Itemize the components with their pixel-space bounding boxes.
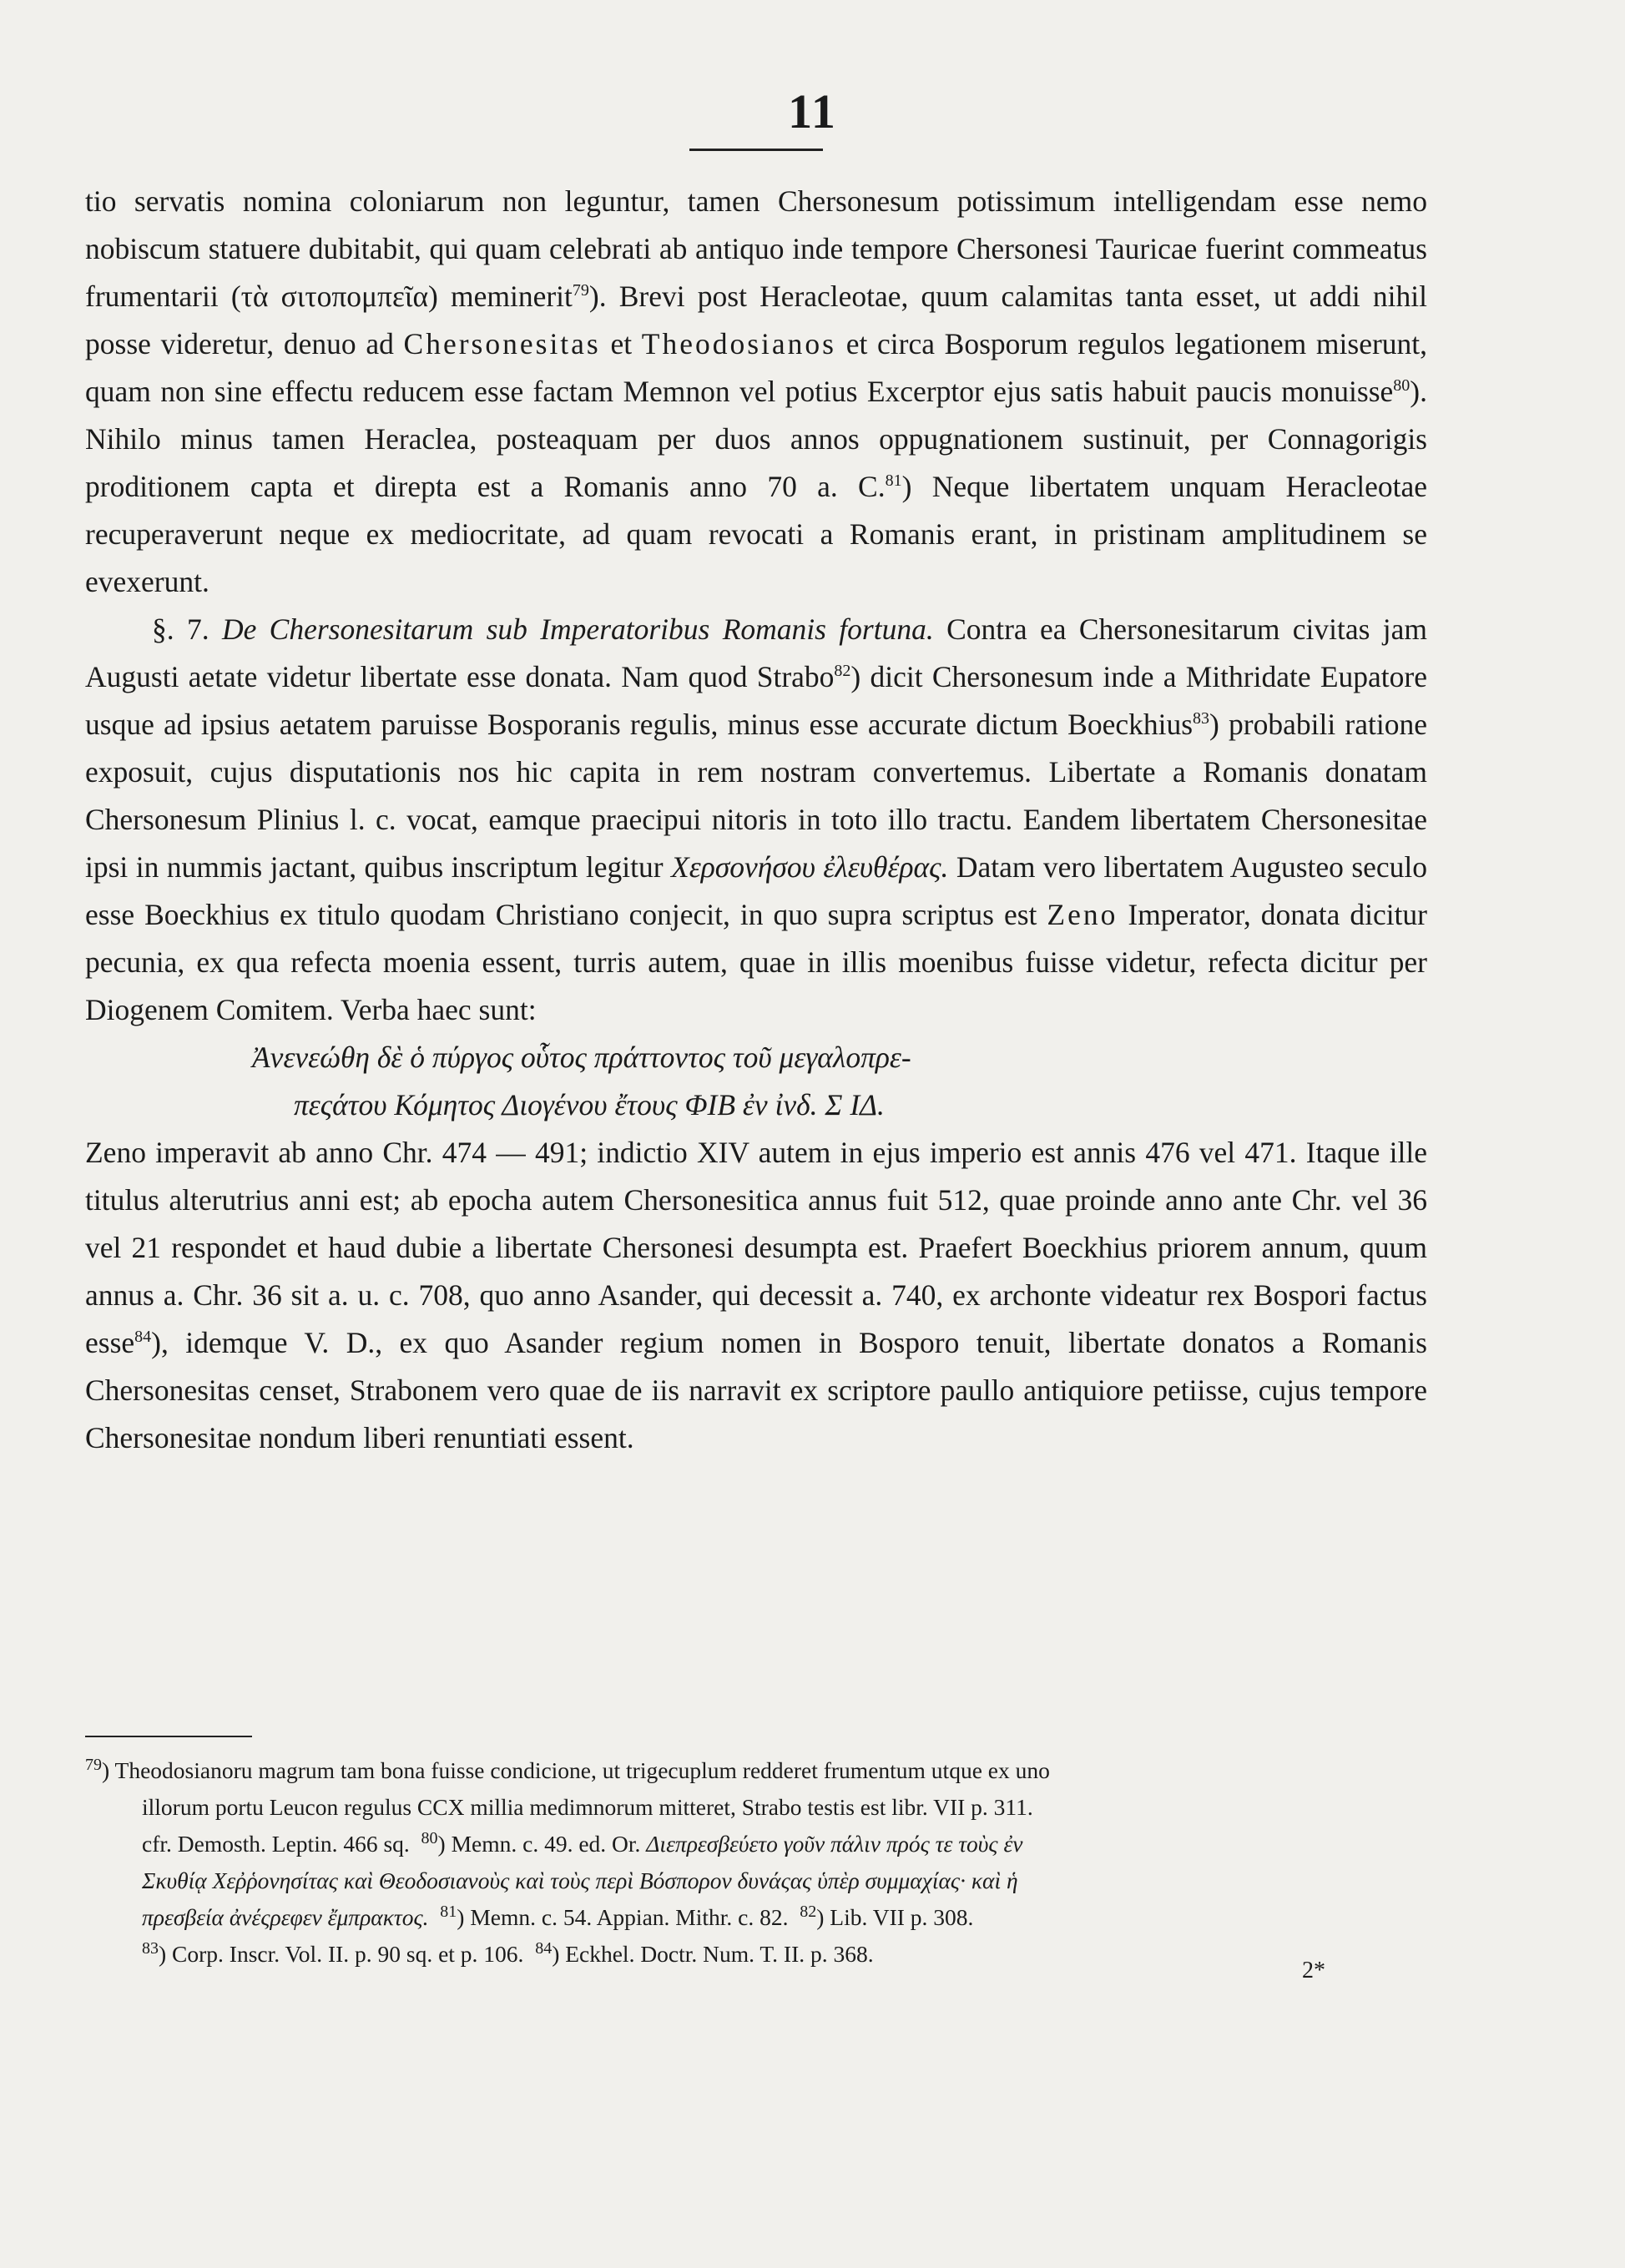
text-run: ). Nihilo minus tamen Heraclea, posteaquam per duos annos oppugnationem sustinuit, per Connagorigis proditionem capta et direpta est a Romanis anno 70 a. C. xyxy=(85,375,1427,503)
footnote-mark: 81 xyxy=(440,1902,457,1921)
text-run: et circa Bosporum regulos legationem miserunt, quam non sine effectu reducem esse factam Memnon vel potius Excerptor ejus satis habuit paucis monuisse xyxy=(85,327,1428,408)
section-title: De Chersonesitarum sub Imperatoribus Romanis fortuna. xyxy=(221,612,934,646)
footnote-mark: 83 xyxy=(142,1938,159,1958)
footnote-ref-81[interactable]: 81 xyxy=(885,471,902,491)
footnote-text: ) Theodosianoru magrum tam bona fuisse condicione, ut trigecuplum redderet frumentum utque ex uno xyxy=(102,1757,1050,1783)
paragraph-3 xyxy=(85,1129,1427,1462)
footnote-mark: 84 xyxy=(535,1938,553,1958)
footnote-ref-82[interactable]: 82 xyxy=(834,662,851,681)
footnote-text: ) Corp. Inscr. Vol. II. p. 90 sq. et p. 106. xyxy=(159,1941,524,1967)
text-run: Contra ea Chersonesitarum civitas jam Augusti aetate videtur libertate esse donata. Nam quod Strabo xyxy=(85,612,1428,693)
footnote-greek: Σκυθίᾳ Χεῤῥονησίτας καὶ Θεοδοσιανοὺς καὶ τοὺς περὶ Βόσπορον δυνάςας ὑπὲρ συμμαχίας· καὶ ἡ xyxy=(142,1867,1018,1893)
greek-coin-inscription: Χερσονήσου ἐλευθέρας. xyxy=(671,850,949,884)
text-run: Datam vero libertatem Augusteo seculo esse Boeckhius ex titulo quodam Christiano conjecit, in quo supra scriptus est xyxy=(85,850,1428,931)
paragraph-1 xyxy=(85,178,1427,606)
footnote-79 xyxy=(85,1752,1427,1789)
footnote-text: ) Eckhel. Doctr. Num. T. II. p. 368. xyxy=(552,1941,874,1967)
footnote-greek: Διεπρεσβεύετο γοῦν πάλιν πρός τε τοὺς ἐν xyxy=(646,1831,1023,1857)
text-run: Imperator, donata dicitur pecunia, ex qua refecta moenia essent, turris autem, quae in illis moenibus fuisse videtur, refecta dicitur per Diogenem Comitem. Verba haec sunt: xyxy=(85,898,1427,1026)
footnote-rule xyxy=(85,1736,252,1737)
text-run: ) Neque libertatem unquam Heracleotae recuperaverunt neque ex mediocritate, ad quam revocati a Romanis erant, in pristinam amplitudinem se evexerunt. xyxy=(85,470,1427,598)
footnote-ref-79[interactable]: 79 xyxy=(572,281,589,300)
footnote-ref-83[interactable]: 83 xyxy=(1193,709,1210,728)
text-run: ). Brevi post Heracleotae, quum calamitas tanta esset, ut addi nihil posse videretur, denuo ad xyxy=(85,280,1427,360)
text-run: et xyxy=(610,327,633,360)
footnote-mark: 82 xyxy=(800,1902,817,1921)
footnote-text: cfr. Demosth. Leptin. 466 sq. xyxy=(142,1831,410,1857)
footnote-80-cont xyxy=(85,1862,1427,1899)
footnote-ref-84[interactable]: 84 xyxy=(134,1328,152,1347)
footnote-text: ) Memn. c. 54. Appian. Mithr. c. 82. xyxy=(457,1904,789,1930)
greek-line-2: πεςάτου Κόμητος Διογένου ἔτους ΦΙΒ ἐν ἰνδ. Σ ΙΔ. xyxy=(294,1088,885,1121)
footnote-text: ) Memn. c. 49. ed. Or. xyxy=(437,1831,641,1857)
signature-mark: 2* xyxy=(1302,1958,1325,1983)
footnote-text: ) Lib. VII p. 308. xyxy=(816,1904,974,1930)
text-run: Zeno imperavit ab anno Chr. 474 — 491; indictio XIV autem in ejus imperio est annis 476 vel 471. Itaque ille titulus alterutrius anni est; ab epocha autem Chersonesitica annus fuit 512, quae proinde anno ante Chr. vel 36 vel 21 respondet et haud dubie a libertate Chersonesi desumpta est. Praefert Boeckhius priorem annum, quum annus a. Chr. 36 sit a. u. c. 708, quo anno Asander, qui decessit a. 740, ex archonte videatur rex Bospori factus esse xyxy=(85,1136,1427,1359)
spaced-word: Zeno xyxy=(1047,898,1118,931)
spaced-word: Theodosianos xyxy=(641,327,836,360)
paragraph-2 xyxy=(85,606,1427,1034)
greek-inscription-quote xyxy=(85,1034,1427,1129)
footnote-mark: 79 xyxy=(85,1755,102,1774)
footnote-ref-80[interactable]: 80 xyxy=(1393,376,1411,396)
footnotes xyxy=(85,1752,1427,1973)
text-run: ) probabili ratione exposuit, cujus disputationis nos hic capita in rem nostram convertemus. Libertate a Romanis donatam Chersonesum Plinius l. c. vocat, eamque praecipui nitoris in toto illo tractu. Eandem libertatem Chersonesitae ipsi in nummis jactant, quibus inscriptum legitur xyxy=(85,708,1427,884)
footnote-80-line xyxy=(85,1826,1427,1862)
greek-line-1: Ἀνενεώθη δὲ ὁ πύργος οὗτος πράττοντος τοῦ μεγαλοπρε- xyxy=(252,1041,911,1074)
text-run: ), idemque V. D., ex quo Asander regium nomen in Bosporo tenuit, libertate donatos a Romanis Chersonesitas censet, Strabonem vero quae de iis narravit ex scriptore paullo antiquiore petiisse, cujus tempore Chersonesitae nondum liberi renuntiati essent. xyxy=(85,1326,1427,1454)
footnote-81-82-line xyxy=(85,1899,1427,1936)
footnote-text: illorum portu Leucon regulus CCX millia medimnorum mitteret, Strabo testis est libr. VII p. 311. xyxy=(142,1794,1033,1820)
text-run: tio servatis nomina coloniarum non leguntur, tamen Chersonesum potissimum intelligendam esse nemo nobiscum statuere dubitabit, qui quam celebrati ab antiquo inde tempore Chersonesi Tauricae fuerint commeatus frumentarii (τὰ σιτοπομπεῖα) meminerit xyxy=(85,184,1427,313)
spaced-word: Chersonesitas xyxy=(403,327,601,360)
text-run: ) dicit Chersonesum inde a Mithridate Eupatore usque ad ipsius aetatem paruisse Bosporanis regulis, minus esse accurate dictum Boeckhius xyxy=(85,660,1427,741)
footnote-83-84-line xyxy=(85,1936,1427,1973)
footnote-79-cont xyxy=(85,1789,1427,1826)
main-text xyxy=(85,178,1427,1462)
section-number: §. 7. xyxy=(152,612,209,646)
page-number: 11 xyxy=(788,84,837,139)
footnote-greek: πρεσβεία ἀνέςρεφεν ἔμπρακτος. xyxy=(142,1904,429,1930)
footnote-mark: 80 xyxy=(421,1828,438,1847)
header-rule xyxy=(689,149,823,151)
